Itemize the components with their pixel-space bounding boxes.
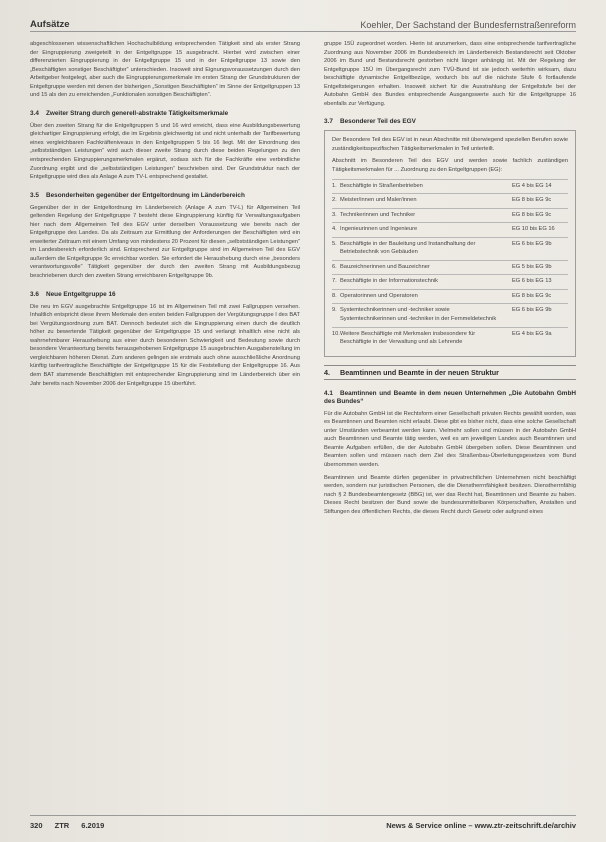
section-heading-4: 4. Beamtinnen und Beamte in der neuen Struktur [324,365,576,380]
paragraph: Die neu im EGV ausgebrachte Entgeltgruppe 16 ist im Allgemeinen Teil mit zwei Fallgruppen versehen. Inhaltlich entspricht diese ihrem Merkmale den ersten beiden Fallgruppen der Vergütungsgruppe I des BAT bei Vergütungsordnung zum BAT. Dennoch bedeutet sich die Eingruppierung einen durch die deutlich höher zu bewertende Tätigkeit gegenüber der Entgeltgruppe 15 und verlangt inhaltlich eine nicht als wahrnehmbarer Heraushebung aus einer durch besonderen Schwierigkeit und Bedeutung sowie durch besondere Verantwortung bereits herausgehobenen Entgeltgruppe 15 ausgebrachten Ausgabenstellung im vergleichbaren höheren Dienst. Zum anderen gelingen sie erstmals auch ohne ausschließliche Anordnung künftig tarifvertragliche Beschäftigte der Entgeltgruppe 15 für die Feststellung der Entgeltgruppe 16. Aus dem BAT stammende Beschäftigten mit entsprechender Eingruppierung sind im Länderbereich über ein Jahr bereits nach November 2006 der Entgeltgruppe 15 überführt. [30,303,300,387]
footer-rule [30,815,576,816]
section-heading-3-6: 3.6 Neue Entgeltgruppe 16 [30,290,116,298]
section-heading-3-5: 3.5 Besonderheiten gegenüber der Entgeltordnung im Länderbereich [30,191,245,199]
list-item: 8. Operatorinnen und Operatoren EG 8 bis EG 9c [332,289,568,304]
list-item: 10. Weitere Beschäftigte mit Merkmalen insbesondere für Beschäftigte in der Verwaltung und als Lehrende EG 4 bis EG 9a [332,327,568,350]
list-item: 9. Systemtechnikerinnen und -techniker sowie Systemtechnikerinnen und -techniker in der Fernmeldetechnik EG 6 bis EG 9b [332,303,568,326]
footer-service-link[interactable]: News & Service online – www.ztr-zeitschrift.de/archiv [386,820,576,830]
list-item: 5. Beschäftigte in der Bauleitung und Instandhaltung der Betriebstechnik von Gebäuden EG 6 bis EG 9b [332,237,568,260]
list-item: 7. Beschäftigte in der Informationstechnik EG 6 bis EG 13 [332,274,568,289]
page-header [30,12,576,30]
paragraph: Für die Autobahn GmbH ist die Rechtsform einer Gesellschaft privaten Rechts gewählt worden, was es Beamtinnen und Beamten nicht erlaubt. Diese gibt es bisher nicht, dass eine solche Gesellschaft unter Umständen verbeamtet werden kann. Vielmehr sollen und müssen in der Autobahn GmbH auch Beamtinnen und Beamte tätig werden, weil es am jeweiligen Landes auch Beamtinnen und Beamte Aufgaben erfüllen, die der Autobahn GmbH übergeben sollen. Diese Beamtinnen und Beamten sollen und müssen nach dem Ziel des Straßenbau-Überleitungsgesetzes vom Bund übernommen werden. [324,410,576,468]
running-title: Koehler, Der Sachstand der Bundesfernstraßenreform [360,20,576,30]
journal-name: ZTR [54,820,70,830]
paragraph: Gegenüber der in der Entgeltordnung im Länderbereich (Anlage A zum TV-L) für Allgemeinen Teil geltenden Regelung der Entgeltgruppe 7 besteht diese Eingruppierung künftig für Verwaltungsaufgaben hier nach dem Allgemeinen Teil des EGV unter derselben Voraussetzung wie bereits nach der Entgeltgruppe des Landes. Da als Zeitraum zur Ermittlung der Anforderungen der Beschäftigten wird ein erweiterter Zeitraum mit einem Umfang von mindestens 20 Prozent für diesen „selbstständigen Leistungen“ im Landesbereich erforderlich sind. Entsprechend zur Entgeltgruppe sind im Allgemeinen Teil des EGV außerdem die Entgeltgruppe 9c erreichbar worden. Sie erfordert die Heraushebung durch eine „besonders verantwortungsvolle“ Tätigkeit gegenüber der durch den zweiten Strang mit Ausbildungsbezug beschriebenen durch den zweiten Strang erreichbaren Entgeltgruppe 9b. [30,204,300,280]
list-item: 1. Beschäftigte in Straßenbetrieben EG 4 bis EG 14 [332,179,568,194]
paragraph: Über den zweiten Strang für die Entgeltgruppen 5 und 16 wird erreicht, dass eine Ausbildungsbewertung gleichartiger Eingruppierung erfolgt, die im Ergebnis gleichwertig ist und nicht unterhalb der Tarifbewertung eines vergleichbaren Fachkräfteniveaus in den Entgeltgruppen 5 bis 16 liegt. Mit der Einordnung des „selbstständigen Leistungen“ wird auch dieser zweite Strang durch diese beiden Regelungen zu den entsprechenden Eingruppierungsmerkmalen ergänzt, sodass sich für die Fachkräfte eine verbindliche Zuordnung ergibt und die „selbstständigen Leistungen“ beschrieben sind. Der Grundstruktur nach der Entgeltgruppe wird dies als Anlage A zum TV-L entsprechend gestaltet. [30,122,300,181]
section-heading-3-7: 3.7 Besonderer Teil des EGV [324,118,416,126]
list-item: 6. Bauzeichnerinnen und Bauzeichner EG 5 bis EG 9b [332,260,568,275]
list-item: 2. Meister/innen und Maler/innen EG 8 bis EG 9c [332,193,568,208]
page-footer [30,819,576,831]
egv-section-list [332,179,568,350]
header-rule [30,31,576,32]
journal-issue: 6.2019 [81,820,105,830]
box-intro-2: Abschnitt im Besonderen Teil des EGV und werden sowie fachlich zuständigen Tätigkeitsmerkmalen für ... Zuordnung zu den Entgeltgruppen (EG): [332,158,568,174]
section-heading-3-4: 3.4 Zweiter Strang durch generell-abstrakte Tätigkeitsmerkmale [30,109,229,117]
paragraph: Beamtinnen und Beamte dürfen gegenüber in privatrechtlichen Unternehmen nicht beschäftigt werden, sondern nur juristischen Personen, die die Dienstherrnfähigkeit besitzen. Dienstherrnfähig nach § 2 Bundesbeamtengesetz (BBG) ist, wer das Recht hat, Beamtinnen und Beamte zu haben. Dieses Recht besitzen der Bund sowie die bundesunmittelbaren Körperschaften, Anstalten und Stiftungen des öffentlichen Rechts, die dieses Recht durch Gesetz oder aufgrund eines [324,474,576,515]
footer-left [30,821,114,830]
list-item: 3. Technikerinnen und Techniker EG 8 bis EG 9c [332,208,568,223]
rubric-label: Aufsätze [30,19,70,30]
page-number: 320 [30,820,43,830]
list-item: 4. Ingenieurinnen und Ingenieure EG 10 bis EG 16 [332,222,568,237]
section-heading-4-1: 4.1 Beamtinnen und Beamte in dem neuen Unternehmen „Die Autobahn GmbH des Bundes“ [324,389,576,405]
egv-sections-box [324,130,576,356]
right-column [324,40,576,520]
paragraph: gruppe 15Ü zugeordnet worden. Hierin ist anzumerken, dass eine entsprechende tarifvertragliche Zuordnung aus November 2006 im Bundesbereich im Länderbereich Bestandsrecht seit Oktober 2006 im Bund und Bestandsrecht gestorben nicht länger anhängig ist. Mit der Regelung der Entgeltgruppe 15Ü im Übergangsrecht zum TVÜ-Bund ist sie jedoch weiterhin wirksam, dazu beschäftigte dynamische Entgeltbezüge, wodurch bis auf die nächste Stufe 6 fortlaufende Entgeltsteigerungen erhalten. Insoweit sichert für die Ausstrahlung der Entgeltstufe bei der Autobahn GmbH des Bundes entsprechende Ausgangswerte auch für die Entgeltgruppe 16 ebenfalls zur Verfügung. [324,41,576,107]
paragraph: abgeschlossenen wissenschaftlichen Hochschulbildung entsprechenden Tätigkeit sind als erster Strang der Eingruppierung zweigeteilt in der Entgeltgruppe 15 ausgebracht. Hierbei wird zwischen einer differenzierten Eingruppierung in der Entgeltgruppe 15 und in der Entgeltgruppe 13 sowie den „Beschäftigten sonstiger Beschäftigter“ unterschieden. Insoweit sind Eignungsvoraussetzungen durch den Arbeitgeber festgelegt, aber auch die Eingruppierungsmerkmale im ersten Strang der Grundstrukturen der Entgeltgruppe werden mit denen der bisherigen „Sonstigen Beschäftigten“ im Sinne der Entgeltgruppen 13 und 15 als den zu erreichenden „Funktionalen sonstigen Beschäftigten“. [30,41,300,99]
left-column [30,40,300,392]
box-intro: Der Besondere Teil des EGV ist in neun Abschnitte mit überwiegend speziellen Berufen sowie zuständigkeitsspezifischen Tätigkeitsmerkmalen in Teil unterteilt. [332,137,568,152]
